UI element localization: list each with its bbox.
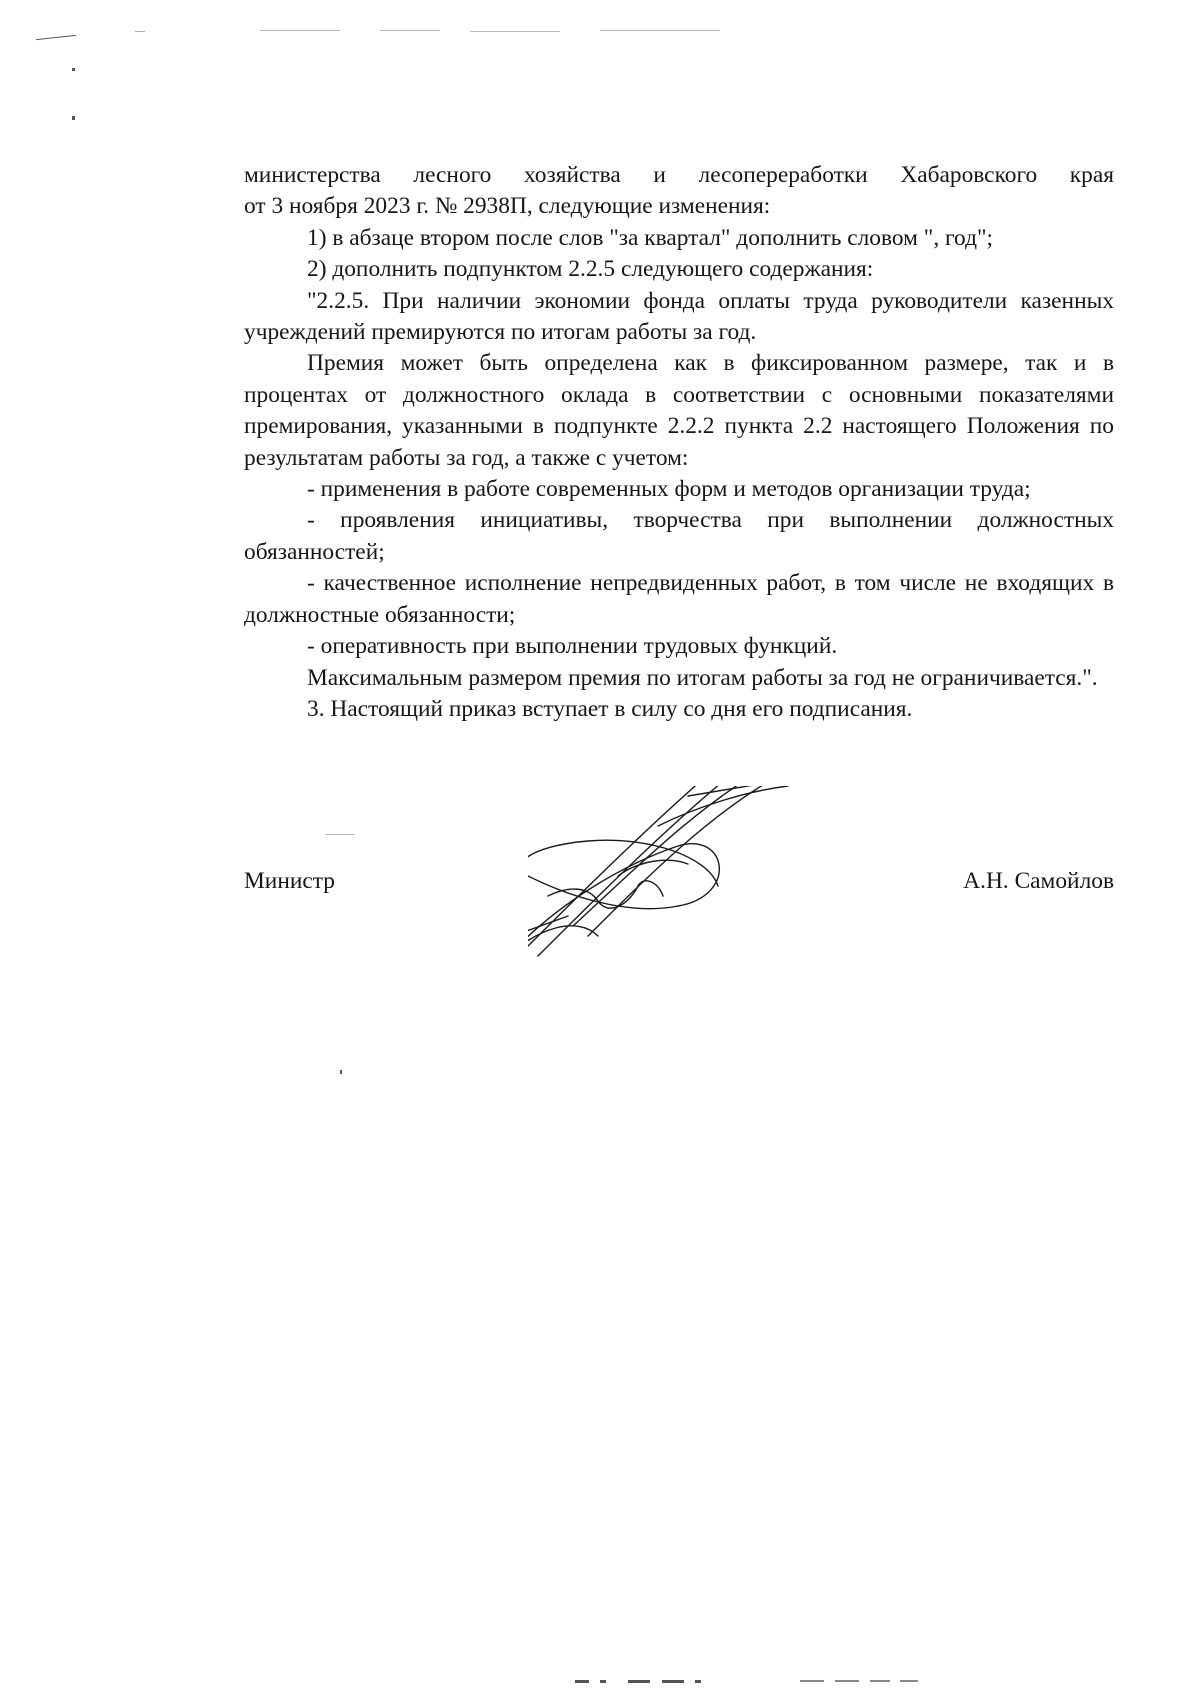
- scan-artifact: [628, 1680, 650, 1683]
- scan-artifact: [695, 1680, 701, 1683]
- signatory-title: Министр: [244, 868, 335, 894]
- paragraph-change-2: 2) дополнить подпунктом 2.2.5 следующего содержания:: [307, 256, 874, 283]
- scan-artifact: [470, 31, 560, 32]
- scan-artifact: [870, 1680, 890, 1682]
- scan-artifact: [340, 1070, 342, 1074]
- scan-artifact: [662, 1680, 684, 1683]
- paragraph-decree-continuation-line1: [244, 160, 1114, 191]
- scan-artifact: [800, 1680, 824, 1682]
- scan-artifact: [36, 35, 76, 40]
- list-item-efficiency: - оперативность при выполнении трудовых функций.: [307, 633, 838, 660]
- paragraph-decree-continuation: [244, 191, 1114, 222]
- scan-artifact: [835, 1680, 859, 1682]
- scan-artifact: [72, 68, 75, 71]
- list-item-initiative: - проявления инициативы, творчества при выполнении должностных обязанностей;: [244, 507, 1114, 565]
- paragraph-max-bonus: Максимальным размером премия по итогам работы за год не ограничивается.".: [307, 664, 1098, 691]
- list-item-modern-methods: - применения в работе современных форм и методов организации труда;: [307, 476, 1031, 503]
- scan-artifact: [72, 116, 75, 120]
- paragraph-subclause-2-2-5: "2.2.5. При наличии экономии фонда оплаты труда руководители казенных учреждений премируются по итогам работы за год.: [244, 287, 1114, 346]
- paragraph-effective-date: 3. Настоящий приказ вступает в силу со дня его подписания.: [307, 695, 913, 722]
- scan-artifact: [380, 30, 440, 31]
- scan-artifact: [900, 1680, 918, 1682]
- signature-block: [244, 868, 1114, 908]
- document-body: [244, 160, 1114, 725]
- paragraph-change-1: 1) в абзаце втором после слов "за квартал" дополнить словом ", год";: [307, 224, 994, 251]
- paragraph-bonus-definition: Премия может быть определена как в фиксированном размере, так и в процентах от должностного оклада в соответствии с основными показателями премирования, указанными в подпункте 2.2.2 пункта 2.2 настоящего Положения по результатам работы за год, а также с учетом:: [244, 350, 1114, 471]
- paragraph-text: от 3 ноября 2023 г. № 2938П, следующие изменения:: [244, 193, 771, 220]
- scan-artifact: [325, 834, 355, 835]
- scan-artifact: [135, 31, 145, 32]
- list-item-unforeseen-work: - качественное исполнение непредвиденных работ, в том числе не входящих в должностные обязанности;: [244, 570, 1114, 628]
- paragraph-text: министерства лесного хозяйства и лесопереработки Хабаровского края: [244, 162, 1114, 188]
- scan-artifact: [600, 30, 720, 31]
- scan-artifact: [260, 30, 340, 31]
- scan-artifact: [600, 1680, 606, 1683]
- signatory-name: А.Н. Самойлов: [963, 868, 1114, 894]
- scan-artifact: [575, 1680, 589, 1683]
